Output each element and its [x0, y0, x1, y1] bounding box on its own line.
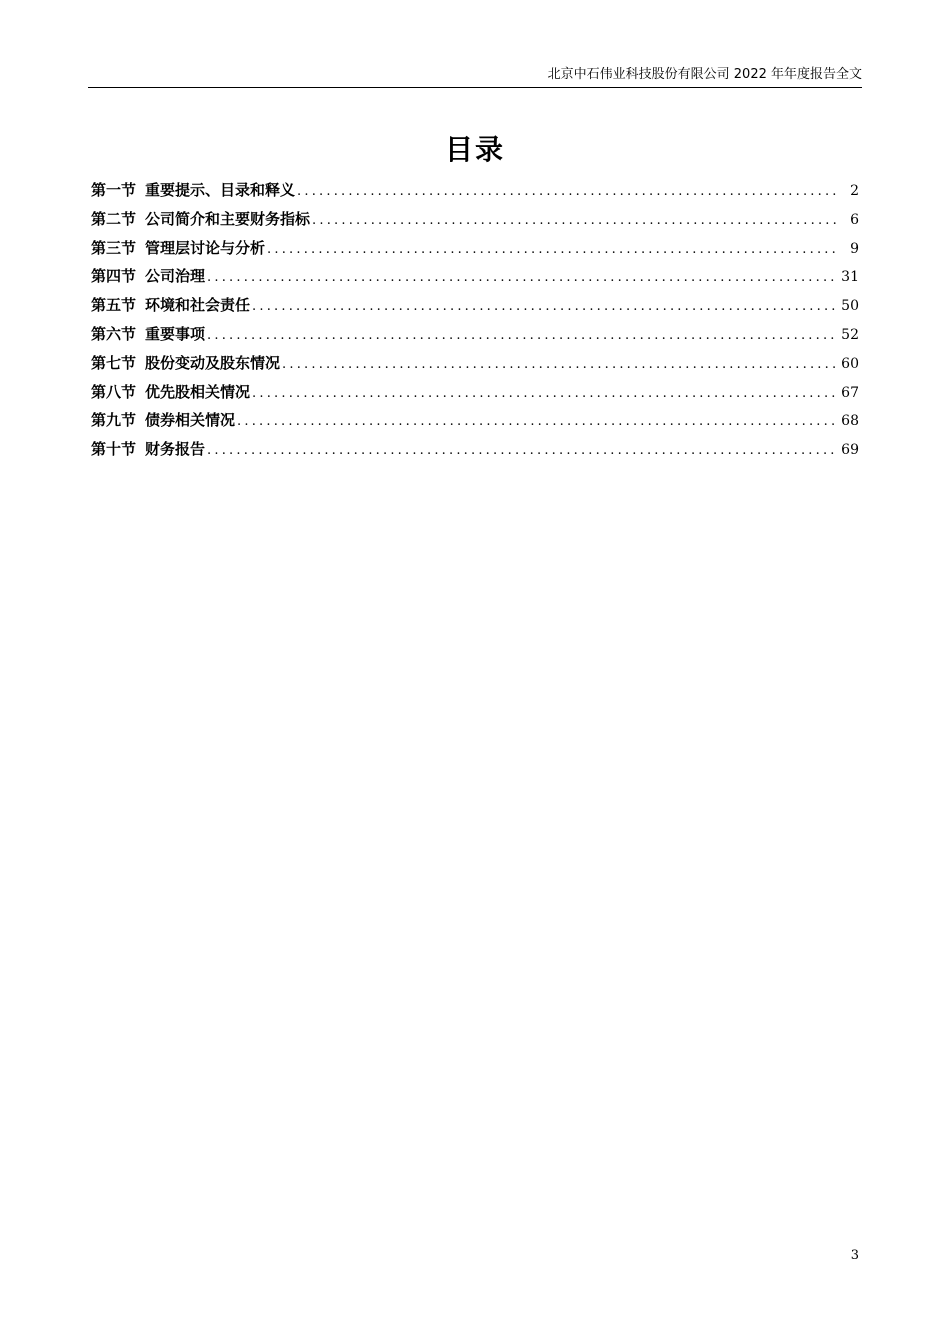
toc-entry-9[interactable] — [91, 406, 859, 435]
toc-section-number: 第九节 — [91, 411, 137, 430]
running-header: 北京中石伟业科技股份有限公司 2022 年年度报告全文 — [547, 67, 862, 82]
dot-leader — [297, 178, 839, 207]
toc-entry-10[interactable] — [91, 435, 859, 464]
toc-page-number: 68 — [841, 413, 859, 430]
toc-section-number: 第一节 — [91, 181, 137, 199]
toc-section-title: 重要事项 — [145, 324, 206, 343]
toc-page-number: 69 — [841, 442, 859, 459]
toc-entry-3[interactable] — [91, 234, 859, 263]
toc-page-number: 6 — [850, 211, 859, 228]
toc-section-title: 股份变动及股东情况 — [145, 353, 281, 372]
toc-section-number: 第四节 — [91, 267, 137, 286]
toc-section-title: 债券相关情况 — [145, 411, 236, 430]
toc-page-number: 52 — [841, 326, 859, 343]
dot-leader — [267, 236, 839, 265]
dot-leader — [282, 351, 835, 380]
table-of-contents — [91, 176, 859, 464]
toc-section-number: 第五节 — [91, 296, 137, 315]
dot-leader — [252, 380, 835, 409]
toc-entry-7[interactable] — [91, 349, 859, 378]
toc-page-number: 31 — [841, 269, 859, 286]
toc-section-title: 公司简介和主要财务指标 — [145, 209, 311, 228]
toc-entry-5[interactable] — [91, 291, 859, 320]
toc-section-title: 环境和社会责任 — [145, 296, 251, 315]
toc-section-title: 公司治理 — [145, 267, 206, 286]
toc-entry-2[interactable] — [91, 205, 859, 234]
dot-leader — [252, 293, 835, 322]
toc-page-number: 50 — [841, 298, 859, 315]
toc-section-number: 第七节 — [91, 353, 137, 372]
page-number: 3 — [850, 1248, 859, 1263]
toc-page-number: 60 — [841, 355, 859, 372]
dot-leader — [207, 437, 835, 466]
toc-section-title: 管理层讨论与分析 — [145, 238, 266, 257]
dot-leader — [207, 322, 835, 351]
toc-section-number: 第三节 — [91, 238, 137, 257]
toc-section-title: 财务报告 — [145, 440, 206, 459]
toc-section-title: 重要提示、目录和释义 — [145, 181, 296, 199]
toc-section-number: 第八节 — [91, 382, 137, 401]
toc-entry-8[interactable] — [91, 378, 859, 407]
toc-title: 目录 — [444, 133, 505, 166]
toc-page-number: 67 — [841, 384, 859, 401]
toc-page-number: 2 — [850, 183, 859, 199]
toc-section-number: 第二节 — [91, 209, 137, 228]
toc-section-number: 第六节 — [91, 324, 137, 343]
dot-leader — [237, 408, 835, 437]
toc-page-number: 9 — [850, 240, 859, 257]
toc-entry-1[interactable] — [91, 176, 859, 205]
toc-entry-4[interactable] — [91, 262, 859, 291]
dot-leader — [312, 207, 839, 236]
toc-section-number: 第十节 — [91, 440, 137, 459]
header-rule — [88, 87, 862, 88]
toc-entry-6[interactable] — [91, 320, 859, 349]
toc-section-title: 优先股相关情况 — [145, 382, 251, 401]
dot-leader — [207, 264, 835, 293]
